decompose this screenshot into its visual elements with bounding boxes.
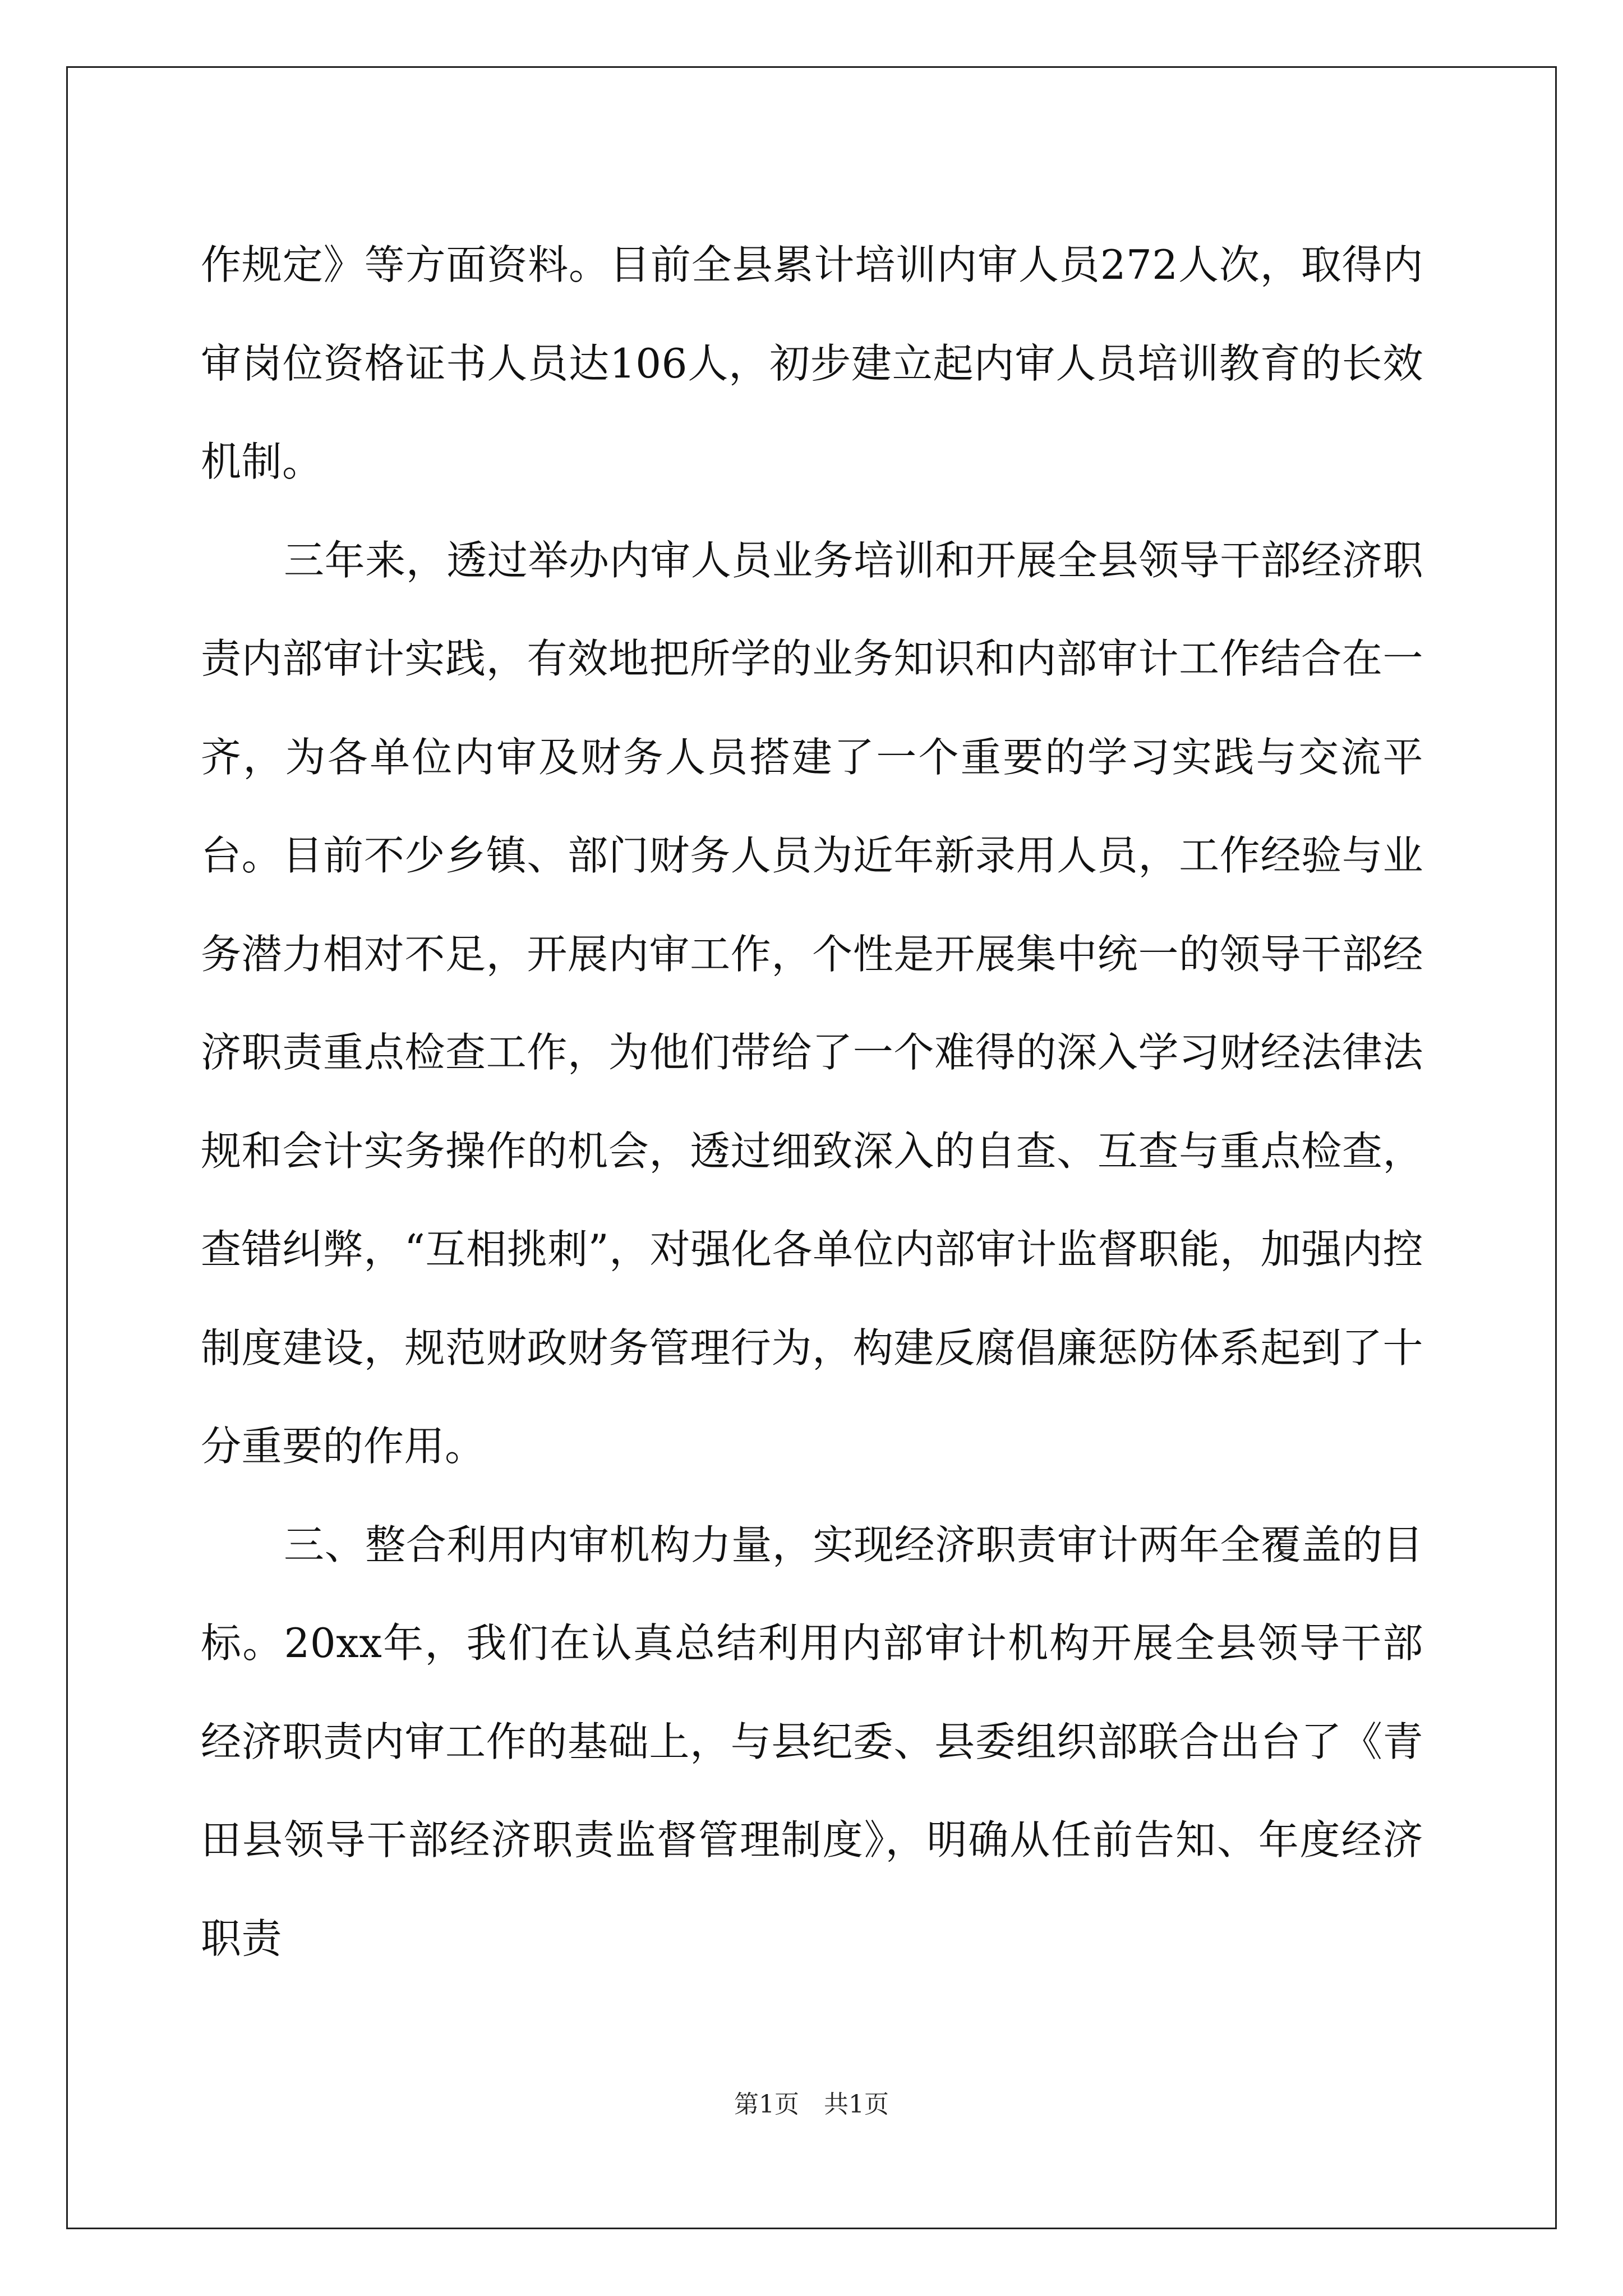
document-body: [201, 216, 1423, 1988]
paragraph-2: 三年来，透过举办内审人员业务培训和开展全县领导干部经济职责内部审计实践，有效地把所学的业务知识和内部审计工作结合在一齐，为各单位内审及财务人员搭建了一个重要的学习实践与交流平台。目前不少乡镇、部门财务人员为近年新录用人员，工作经验与业务潜力相对不足，开展内审工作，个性是开展集中统一的领导干部经济职责重点检查工作，为他们带给了一个难得的深入学习财经法律法规和会计实务操作的机会，透过细致深入的自查、互查与重点检查，查错纠弊，“互相挑刺”，对强化各单位内部审计监督职能，加强内控制度建设，规范财政财务管理行为，构建反腐倡廉惩防体系起到了十分重要的作用。: [201, 536, 1423, 1470]
paragraph-3: 三、整合利用内审机构力量，实现经济职责审计两年全覆盖的目标。20xx年，我们在认真总结利用内部审计机构开展全县领导干部经济职责内审工作的基础上，与县纪委、县委组织部联合出台了《青田县领导干部经济职责监督管理制度》，明确从任前告知、年度经济职责: [201, 1521, 1423, 1962]
page-footer: 第1页 共1页: [734, 2090, 889, 2119]
paragraph-1: 作规定》等方面资料。目前全县累计培训内审人员272人次，取得内审岗位资格证书人员达106人，初步建立起内审人员培训教育的长效机制。: [201, 241, 1423, 485]
